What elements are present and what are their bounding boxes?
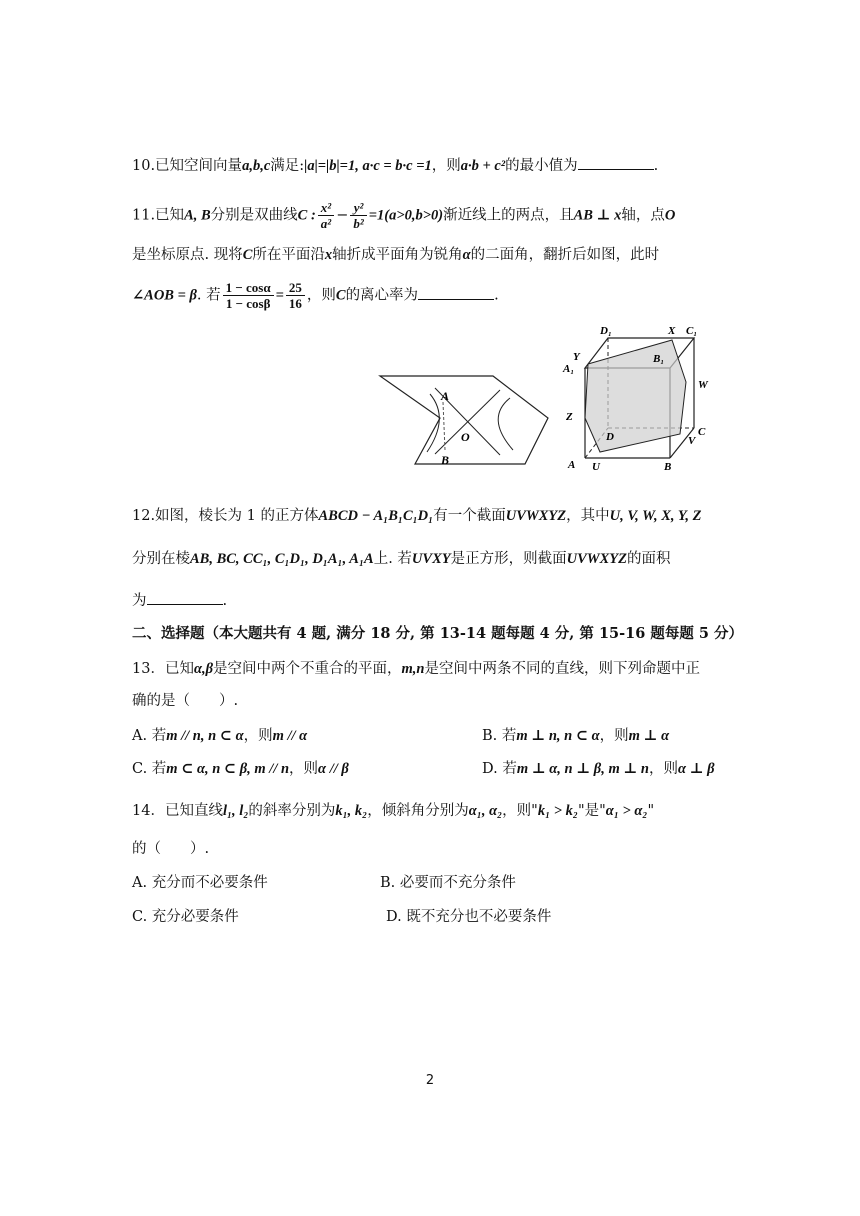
option-14-a[interactable] [132,872,268,894]
q11-line3-c: 的离心率为 [345,287,419,304]
label-b: B [664,461,672,473]
question-10 [132,155,658,177]
q11-line2-c: 轴折成平面角为锐角 [332,247,463,263]
figure-folded-hyperbola [375,370,555,470]
q14-line1-e: "是" [577,803,606,819]
q10-text-b: 满足: [270,158,305,174]
q13-line1-c: 是空间中两条不同的直线，则下列命题中正 [424,661,700,677]
q11-c-2: C [335,287,346,304]
fraction-x [318,200,334,231]
option-result: α ⊥ β [677,761,715,777]
question-14-line-2 [132,838,209,860]
question-13-line-2 [132,690,238,712]
question-14-line-1 [132,800,654,822]
answer-blank [147,590,223,605]
fraction-y [350,200,366,231]
answer-blank [578,155,654,170]
q11-c: C [242,247,253,263]
option-condition: m // n, n ⊂ α [166,728,244,744]
q14-line1-c: ，倾斜角分别为 [367,803,469,819]
q10-text: 10.已知空间向量 [132,158,243,174]
section-title-text: 二、选择题（本大题共有 4 题, 满分 18 分, 第 13-14 题每题 4 分, 第 15-16 题每题 5 分） [132,625,744,642]
option-mid: ，则 [243,728,273,744]
q14-slopes: k₁, k₂ [335,803,368,819]
answer-blank [418,285,494,300]
label-c: C [698,426,706,438]
option-result: m ⊥ α [628,728,670,744]
q12-line1-b: 有一个截面 [433,508,506,524]
option-label: A. 若 [132,728,167,744]
label-c1: C₁ [686,325,698,337]
question-11-line-3 [132,280,499,311]
q14-angles: α₁, α₂ [468,803,503,819]
fraction-25-16 [286,280,305,311]
q11-text-d: 轴，点 [621,207,665,224]
q11-text-c: 渐近线上的两点，且 [443,207,574,224]
option-14-c[interactable] [132,906,239,928]
fraction-numerator: x² [318,200,334,216]
q10-end: . [653,158,659,174]
q12-line1-a: 12.如图，棱长为 1 的正方体 [132,508,319,524]
fraction-numerator: y² [350,200,366,216]
label-v: V [688,435,696,447]
option-condition: m ⊥ n, n ⊂ α [516,728,600,744]
q13-line2: 确的是（ ）. [132,693,239,709]
q14-cond2: α₁ > α₂ [605,803,648,819]
q12-line2-b: 上. 若 [373,551,412,567]
option-13-c[interactable] [132,758,349,780]
label-x: X [668,325,676,337]
option-mid: ，则 [289,761,319,777]
q12-line1-c: ，其中 [566,508,610,524]
section-title [132,623,743,645]
q11-line3-b: ，则 [306,287,336,304]
q12-section: UVWXYZ [505,508,567,524]
label-o: O [461,430,470,444]
q10-text-c: ，则 [431,158,461,174]
option-text: A. 充分而不必要条件 [132,875,268,891]
q11-line2-b: 所在平面沿 [252,247,325,263]
fraction-denominator: b² [353,216,364,231]
label-u: U [592,461,600,473]
q11-text-b: 分别是双曲线 [210,207,298,224]
q13-lines: m,n [401,661,425,677]
q10-expression: a·b + c² [460,158,506,174]
q11-curve-name: C : [297,207,316,224]
q12-edges: AB, BC, CC₁, C₁D₁, D₁A₁, A₁A [190,551,374,567]
q10-vectors: a,b,c [242,158,271,174]
q11-origin: O [664,207,676,224]
q14-line1-a: 14．已知直线 [132,803,223,819]
q11-points: A, B [184,207,211,224]
label-a: A [441,389,450,403]
option-condition: m ⊥ α, n ⊥ β, m ⊥ n [516,761,649,777]
q14-line1-b: 的斜率分别为 [248,803,336,819]
label-b: B [441,453,450,467]
label-a: A [568,459,576,471]
option-result: α // β [318,761,349,777]
fraction-denominator: 1 − cosβ [225,296,271,311]
option-condition: m ⊂ α, n ⊂ β, m // n [166,761,290,777]
q12-cube: ABCD − A₁B₁C₁D₁ [318,508,434,524]
option-14-b[interactable] [380,872,516,894]
q14-cond1: k₁ > k₂ [537,803,578,819]
label-y: Y [573,351,580,363]
fraction-denominator: a² [320,216,332,231]
figure-cube-section [560,320,720,475]
q10-text-d: 的最小值为 [505,158,578,174]
q12-line2-c: 是正方形，则截面 [450,551,567,567]
option-mid: ，则 [599,728,629,744]
q12-line3: 为 [132,593,147,609]
q11-x: x [324,247,333,263]
option-label: D. 若 [482,761,517,777]
q11-perp: AB ⊥ x [573,207,622,224]
q11-text: 11.已知 [132,207,185,224]
q11-eq: = [275,287,284,304]
q12-end: . [222,593,228,609]
q12-square: UVXY [411,551,451,567]
q12-line2-a: 分别在棱 [132,551,190,567]
q14-lines: l₁, l₂ [222,803,249,819]
question-11-line-2 [132,244,659,266]
q12-points: U, V, W, X, Y, Z [609,508,702,524]
option-label: C. 若 [132,761,167,777]
q11-line2-d: 的二面角，翻折后如图，此时 [470,247,660,263]
fraction-numerator: 1 − cosα [223,280,274,296]
q14-line2: 的（ ）. [132,841,210,857]
option-mid: ，则 [648,761,678,777]
option-result: m // α [272,728,308,744]
fraction-denominator: 16 [288,296,302,311]
option-13-a[interactable] [132,725,307,747]
q12-line2-d: 的面积 [627,551,671,567]
question-13-line-1 [132,658,700,680]
question-12-line-1 [132,505,702,527]
option-label: B. 若 [482,728,517,744]
label-w: W [698,379,708,391]
label-a1: A₁ [563,363,575,375]
option-14-d[interactable] [386,906,551,928]
fraction-cos [223,280,274,311]
label-b1: B₁ [653,353,665,365]
question-11-line-1: 11.已知A, B分别是双曲线C : $\frac{\text{x²}}{\text{a²}}$ − $\frac{\text{y²}}{\text{b²}}$ =1(a>0,b>0)渐近线上的两点，且AB ⊥ x轴，点O [132,200,676,231]
q11-line2-a: 是坐标原点. 现将 [132,247,243,263]
label-d1: D₁ [600,325,612,337]
fraction-numerator: 25 [286,280,305,296]
q11-alpha: α [462,247,471,263]
q13-planes: α,β [193,661,214,677]
option-text: C. 充分必要条件 [132,909,239,925]
q13-line1-b: 是空间中两个不重合的平面， [213,661,402,677]
q14-line1-d: ，则" [502,803,538,819]
q11-angle: ∠AOB = β [132,287,197,304]
q11-line3-a: . 若 [196,287,221,304]
option-text: D. 既不充分也不必要条件 [386,909,552,925]
q11-end: . [494,287,499,304]
question-12-line-2 [132,548,671,570]
q11-equation-tail: =1(a>0,b>0) [368,207,444,224]
q10-condition: |a|=|b|=1, a·c = b·c =1 [304,158,432,174]
option-13-d[interactable] [482,758,715,780]
q13-line1-a: 13．已知 [132,661,194,677]
question-12-line-3 [132,590,227,612]
page-number: 2 [425,1073,435,1088]
option-text: B. 必要而不充分条件 [380,875,516,891]
label-z: Z [566,411,573,423]
option-13-b[interactable] [482,725,669,747]
q14-line1-f: " [647,803,655,819]
q12-section-2: UVWXYZ [566,551,628,567]
label-d: D [606,431,614,443]
